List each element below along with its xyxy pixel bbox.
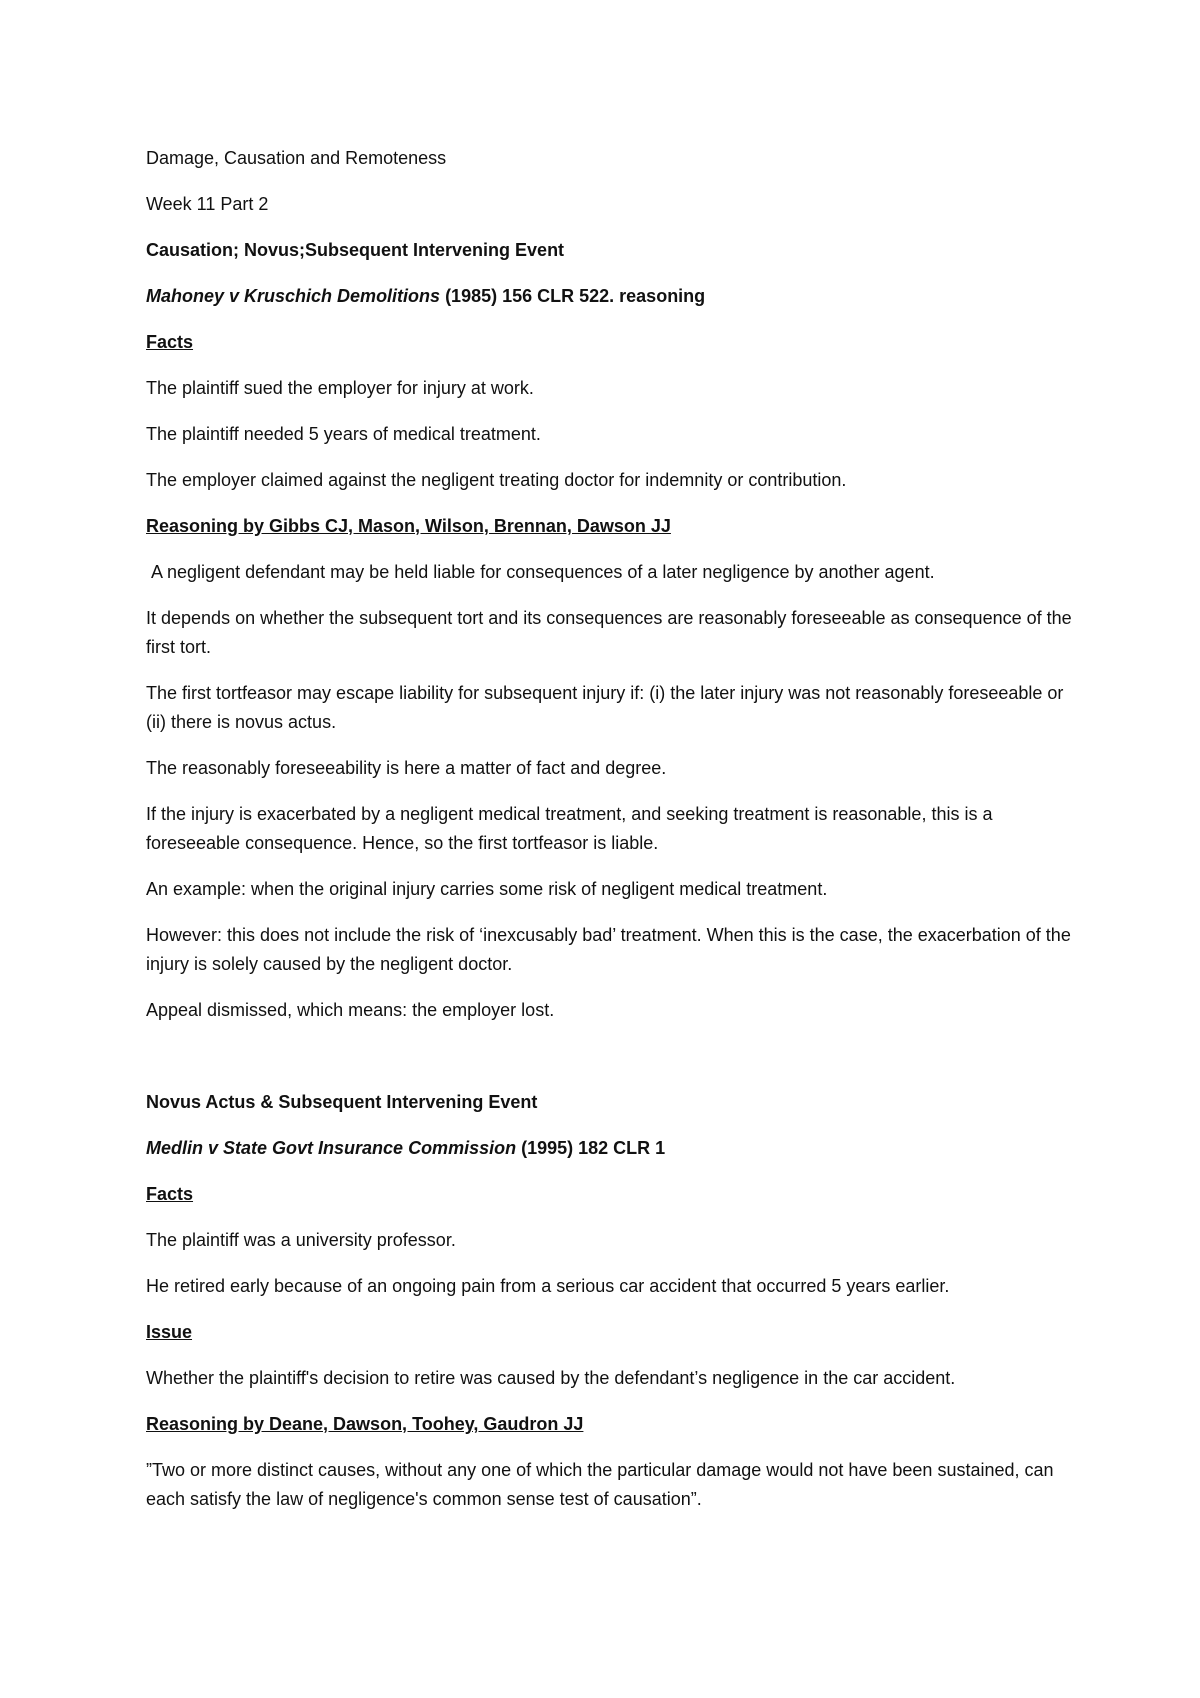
quote-paragraph: ”Two or more distinct causes, without any one of which the particular damage would not have been sustained, can each satisfy the law of negligence's common sense test of causation”. bbox=[146, 1460, 1054, 1509]
document-page bbox=[146, 144, 1086, 1531]
section-heading: Novus Actus & Subsequent Intervening Event bbox=[146, 1092, 538, 1112]
week-label: Week 11 Part 2 bbox=[146, 194, 269, 214]
reasoning-heading: Reasoning by Deane, Dawson, Toohey, Gaudron JJ bbox=[146, 1414, 584, 1434]
facts-heading: Facts bbox=[146, 1184, 194, 1204]
reasoning-paragraph: Appeal dismissed, which means: the employer lost. bbox=[146, 1000, 555, 1020]
section-spacer bbox=[146, 1042, 1086, 1088]
facts-heading: Facts bbox=[146, 332, 194, 352]
case-name: Mahoney v Kruschich Demolitions bbox=[146, 286, 441, 306]
reasoning-heading: Reasoning by Gibbs CJ, Mason, Wilson, Brennan, Dawson JJ bbox=[146, 516, 671, 536]
case-citation bbox=[146, 282, 1086, 311]
issue-paragraph: Whether the plaintiff's decision to retire was caused by the defendant’s negligence in the car accident. bbox=[146, 1368, 956, 1388]
reasoning-paragraph: An example: when the original injury carries some risk of negligent medical treatment. bbox=[146, 879, 828, 899]
fact-paragraph: He retired early because of an ongoing pain from a serious car accident that occurred 5 years earlier. bbox=[146, 1276, 950, 1296]
fact-paragraph: The plaintiff was a university professor. bbox=[146, 1230, 456, 1250]
fact-paragraph: The plaintiff sued the employer for injury at work. bbox=[146, 378, 534, 398]
reasoning-paragraph: If the injury is exacerbated by a negligent medical treatment, and seeking treatment is reasonable, this is a foreseeable consequence. Hence, so the first tortfeasor is liable. bbox=[146, 804, 993, 853]
reasoning-paragraph: The first tortfeasor may escape liability for subsequent injury if: (i) the later injury was not reasonably foreseeable or (ii) there is novus actus. bbox=[146, 683, 1064, 732]
case-cite: (1985) 156 CLR 522. reasoning bbox=[440, 286, 706, 306]
fact-paragraph: The plaintiff needed 5 years of medical treatment. bbox=[146, 424, 541, 444]
fact-paragraph: The employer claimed against the negligent treating doctor for indemnity or contribution. bbox=[146, 470, 847, 490]
reasoning-paragraph: It depends on whether the subsequent tort and its consequences are reasonably foreseeable as consequence of the first tort. bbox=[146, 608, 1072, 657]
reasoning-paragraph: The reasonably foreseeability is here a matter of fact and degree. bbox=[146, 758, 667, 778]
reasoning-paragraph: However: this does not include the risk of ‘inexcusably bad’ treatment. When this is the case, the exacerbation of the injury is solely caused by the negligent doctor. bbox=[146, 925, 1071, 974]
case-name: Medlin v State Govt Insurance Commission bbox=[146, 1138, 517, 1158]
issue-heading: Issue bbox=[146, 1322, 193, 1342]
case-cite: (1995) 182 CLR 1 bbox=[516, 1138, 666, 1158]
section-heading: Causation; Novus;Subsequent Intervening Event bbox=[146, 240, 565, 260]
reasoning-paragraph: A negligent defendant may be held liable for consequences of a later negligence by another agent. bbox=[146, 562, 935, 582]
document-title: Damage, Causation and Remoteness bbox=[146, 148, 447, 168]
case-citation bbox=[146, 1134, 1086, 1163]
